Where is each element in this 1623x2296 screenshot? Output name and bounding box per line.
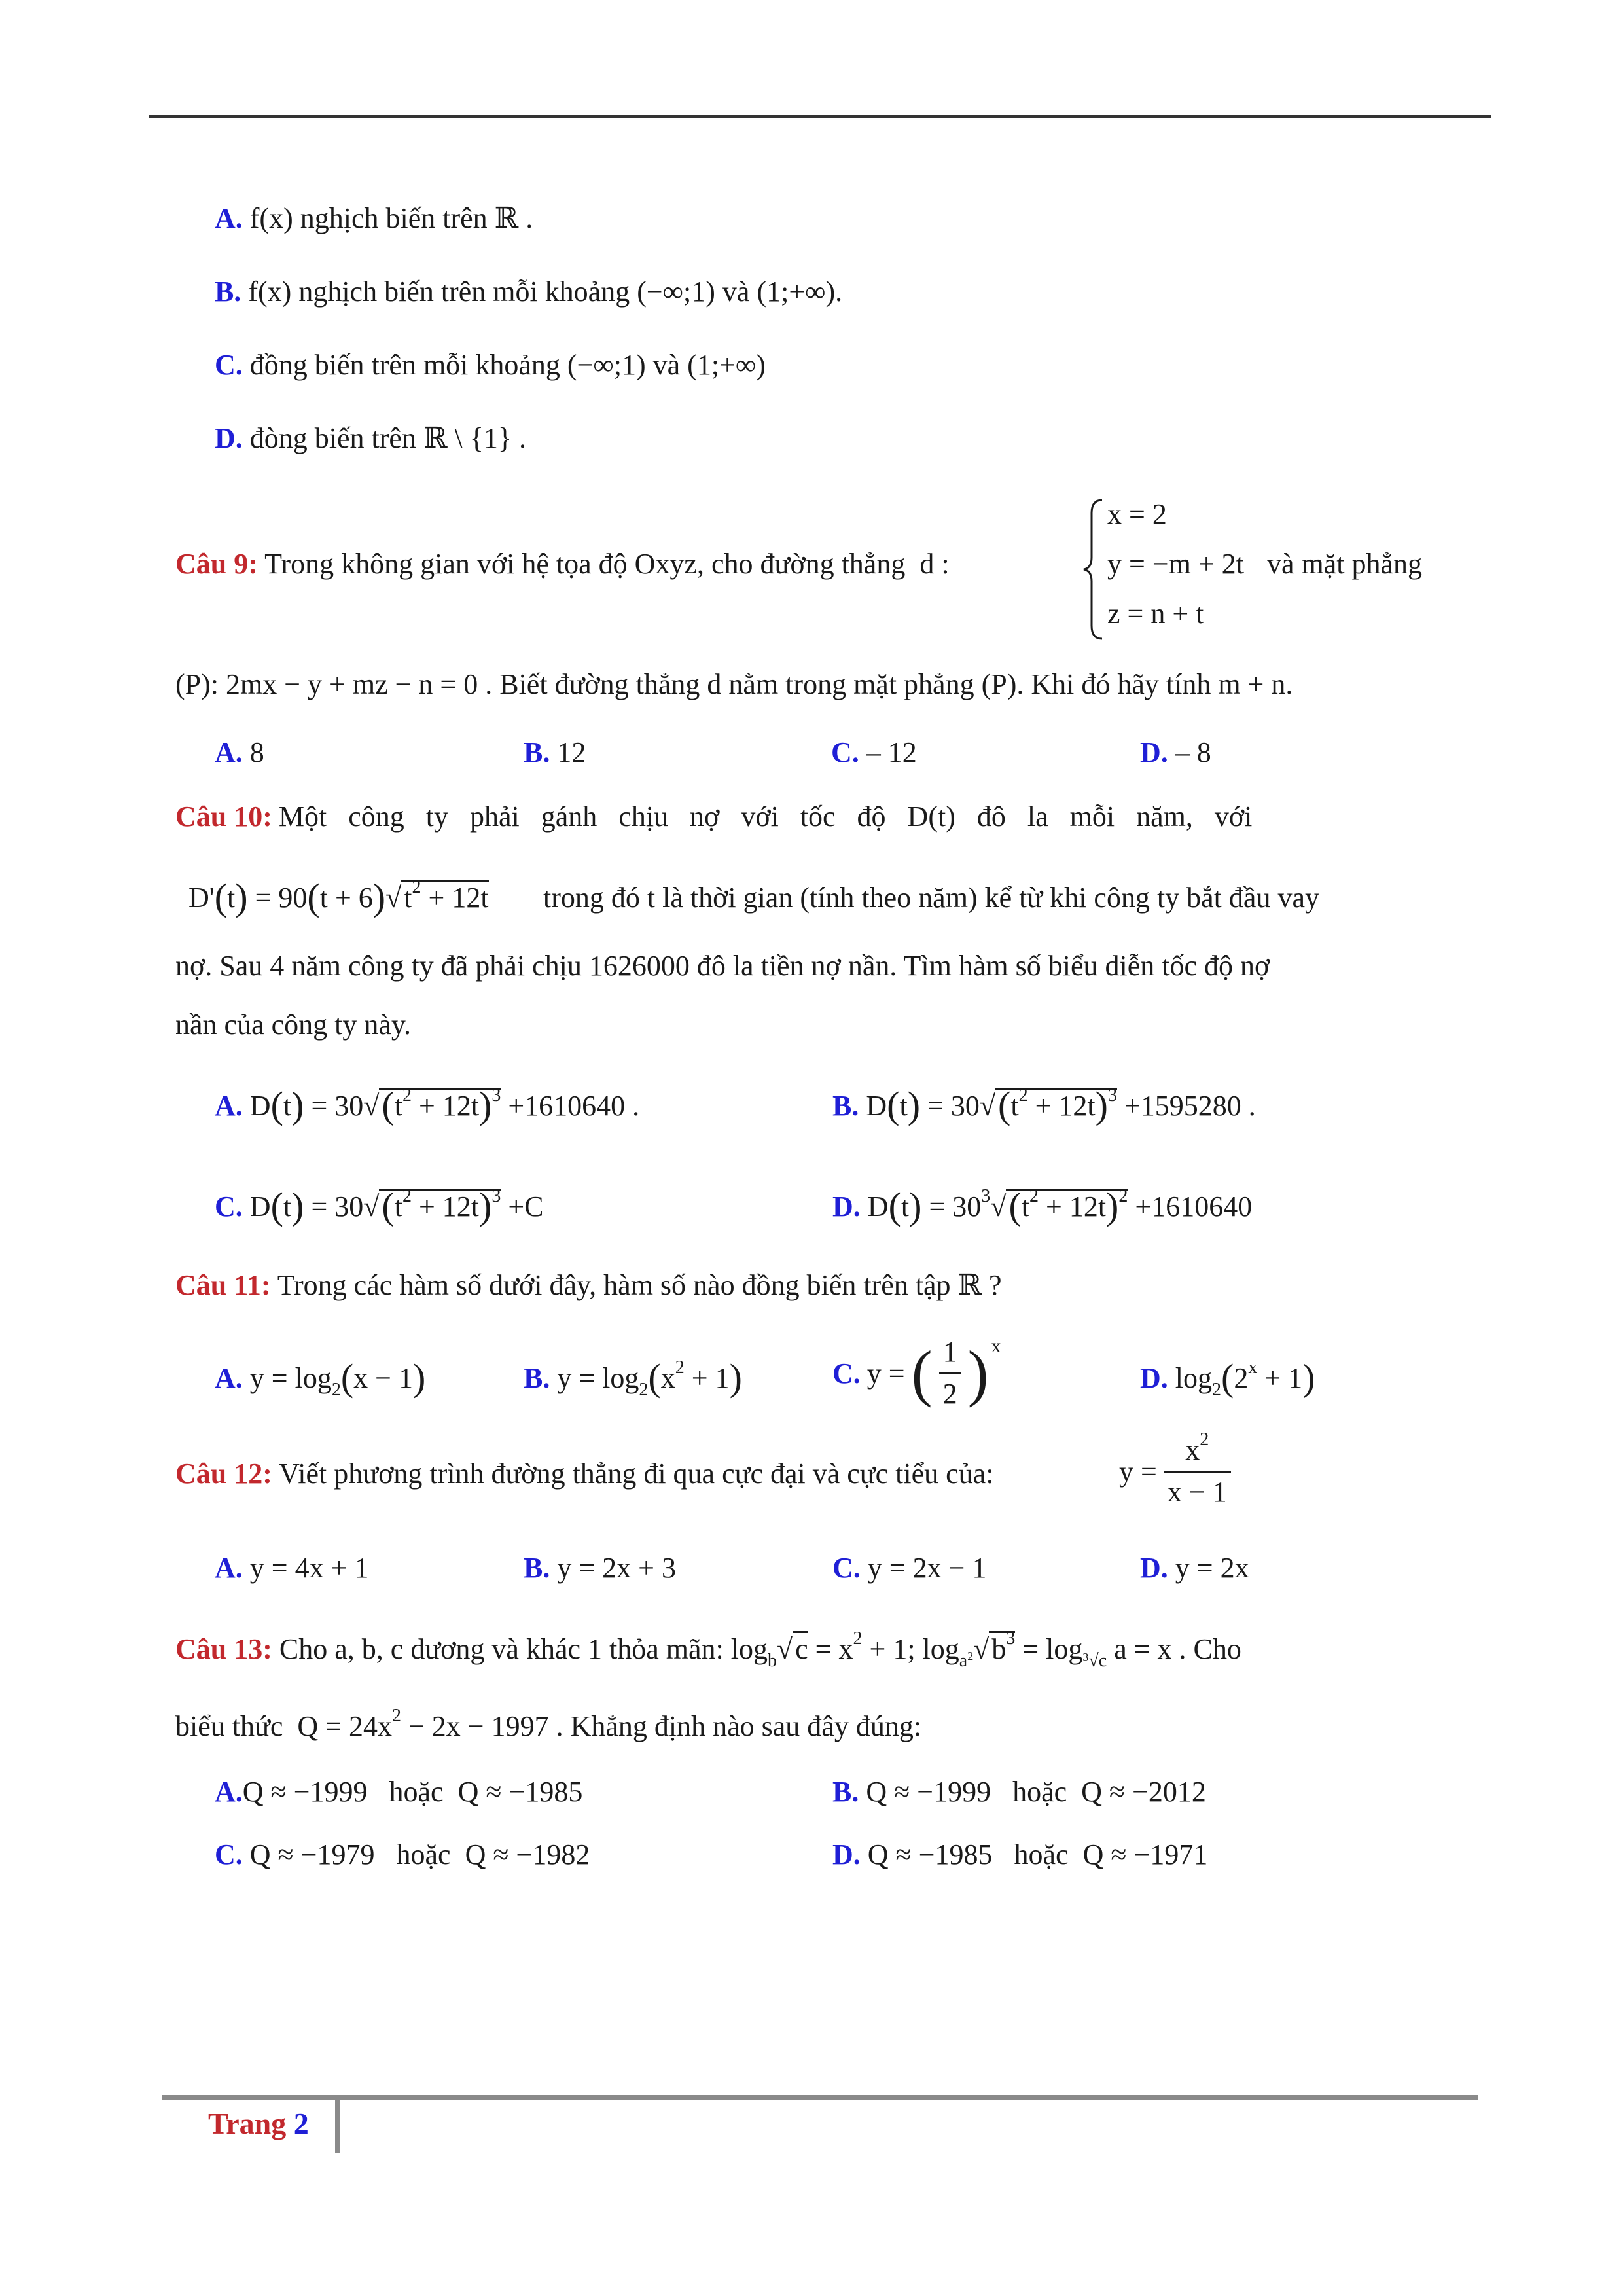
question-label: Câu 9: [175, 548, 258, 580]
page-word: Trang [208, 2107, 287, 2140]
option-text: 8 [249, 736, 264, 768]
option-label: D. [832, 1839, 861, 1871]
fraction-one-half: $\frac{1}{2}$ [939, 1335, 961, 1412]
option-label: A. [215, 1090, 243, 1122]
q9-option-b [524, 736, 586, 769]
option-constant: +1610640 [1135, 1191, 1253, 1223]
q10-stem-line2: trong đó t là thời gian (tính theo năm) kể từ khi công ty bắt đầu vay [543, 882, 1319, 914]
option-text: y = 2x − 1 [867, 1552, 987, 1584]
q13-conditions: $\log_b√c = x^2 + 1$; $\log_{a^2}√b^3 = \log_{^3√c} a = x$ [730, 1628, 1179, 1671]
option-label: A. [215, 736, 243, 768]
q9-option-d [1140, 736, 1211, 769]
q13-expression: $Q = 24x^2 - 2x - 1997$ [290, 1706, 549, 1742]
option-label: B. [524, 736, 550, 768]
q10-stem-line3: nợ. Sau 4 năm công ty đã phải chịu 1626000 đô la tiền nợ nần. Tìm hàm số biểu diễn tốc độ nợ [175, 950, 1270, 982]
q10-option-d: D. $D(t) = 30^3√(t^2 + 12t)^2 +1610640$ [832, 1185, 1253, 1227]
option-label: D. [1140, 736, 1168, 768]
q12-option-a [215, 1551, 368, 1585]
option-constant: +1610640 . [508, 1090, 640, 1122]
q13-stem [175, 1628, 1241, 1671]
question-text: Viết phương trình đường thẳng đi qua cực đại và cực tiểu của: [279, 1458, 994, 1490]
option-label: B. [524, 1362, 550, 1394]
q13-option-c [215, 1838, 590, 1871]
footer-rule [162, 2095, 1478, 2100]
q8-option-c [215, 348, 766, 382]
q10-stem-line4: nần của công ty này. [175, 1009, 412, 1041]
q10-option-c: C. $D(t) = 30√(t^2 + 12t)^3 +C$ [215, 1185, 544, 1227]
option-constant: +C [508, 1191, 544, 1223]
q13-option-b [832, 1775, 1206, 1808]
option-text: – 12 [866, 736, 917, 768]
q13-option-d [832, 1838, 1207, 1871]
question-text: Cho a, b, c dương và khác 1 thỏa mãn: [279, 1633, 724, 1665]
option-text: Q ≈ −1985 hoặc Q ≈ −1971 [867, 1839, 1208, 1871]
q11-option-d: D. $\log_2(2^x + 1)$ [1140, 1356, 1315, 1400]
option-label: D. [832, 1191, 861, 1223]
q9-stem-tail: và mặt phẳng [1267, 548, 1423, 580]
question-text: Trong các hàm số dưới đây, hàm số nào đồng biến trên tập ℝ ? [277, 1269, 1002, 1301]
question-label: Câu 10: [175, 800, 272, 833]
q11-option-a: A. $y = \log_2(x - 1)$ [215, 1356, 426, 1400]
q9-stem-line2: (P): 2mx − y + mz − n = 0 . Biết đường thẳng d nằm trong mặt phẳng (P). Khi đó hãy tính m + n. [175, 668, 1293, 700]
q12-function: y = $\frac{x^2}{x - 1}$ [1119, 1433, 1231, 1510]
option-text: 12 [557, 736, 586, 768]
system-brace [1082, 497, 1106, 641]
option-label: C. [215, 1839, 243, 1871]
option-label: B. [832, 1090, 859, 1122]
q9-option-c [831, 736, 917, 769]
q8-option-d [215, 422, 526, 455]
option-text: y = 2x [1175, 1552, 1249, 1584]
footer-divider [335, 2099, 340, 2153]
question-text: . Khẳng định nào sau đây đúng: [556, 1710, 922, 1742]
question-text: Trong không gian với hệ tọa độ Oxyz, cho đường thẳng [264, 548, 906, 580]
line-d-label: d : [912, 548, 950, 580]
option-label: A. [215, 202, 243, 234]
option-text: f(x) nghịch biến trên mỗi khoảng (−∞;1) và (1;+∞). [248, 276, 843, 308]
question-label: Câu 13: [175, 1633, 272, 1665]
q10-option-b: B. $D(t) = 30√(t^2 + 12t)^3 +1595280$ . [832, 1084, 1256, 1126]
q12-option-d [1140, 1551, 1249, 1585]
system-eq-2: y = −m + 2t [1107, 548, 1244, 580]
option-label: C. [215, 1191, 243, 1223]
option-label: D. [1140, 1362, 1168, 1394]
option-constant: +1595280 . [1124, 1090, 1256, 1122]
q12-option-b [524, 1551, 676, 1585]
q8-option-b [215, 275, 842, 308]
option-label: B. [524, 1552, 550, 1584]
question-label: Câu 12: [175, 1458, 272, 1490]
option-label: D. [1140, 1552, 1168, 1584]
option-text: y = 4x + 1 [249, 1552, 369, 1584]
fraction-function: $\frac{x^2}{x - 1}$ [1164, 1433, 1231, 1510]
question-text: Một công ty phải gánh chịu nợ với tốc độ D(t) đô la mỗi năm, với [278, 800, 1253, 833]
q8-option-a [215, 202, 533, 235]
page-number [208, 2106, 309, 2141]
system-eq-3: z = n + t [1107, 598, 1204, 630]
option-label: D. [215, 422, 243, 454]
q12-option-c [832, 1551, 986, 1585]
q11-stem [175, 1268, 1002, 1302]
q13-stem-tail: . Cho [1179, 1633, 1241, 1665]
option-label: A. [215, 1362, 243, 1394]
q10-stem [175, 800, 1458, 833]
option-text: – 8 [1175, 736, 1211, 768]
question-text: biểu thức [175, 1710, 283, 1742]
option-text: đồng biến trên mỗi khoảng (−∞;1) và (1;+∞) [249, 349, 766, 381]
option-label: B. [832, 1776, 859, 1808]
q12-stem [175, 1457, 993, 1490]
option-label: C. [831, 736, 859, 768]
option-label: B. [215, 276, 241, 308]
system-eq-1: x = 2 [1107, 498, 1167, 530]
option-text: y = 2x + 3 [557, 1552, 676, 1584]
option-text: đòng biến trên ℝ \ {1} . [249, 422, 526, 454]
q13-option-a [215, 1775, 582, 1808]
option-label: A. [215, 1776, 243, 1808]
q11-option-b: B. $y = \log_2(x^2 + 1)$ [524, 1356, 742, 1400]
q11-option-c: C. y = ( $\frac{1}{2}$ ) x [832, 1335, 1001, 1412]
option-label: C. [215, 349, 243, 381]
option-text: f(x) nghịch biến trên ℝ . [249, 202, 533, 234]
option-text: Q ≈ −1979 hoặc Q ≈ −1982 [249, 1839, 590, 1871]
question-label: Câu 11: [175, 1269, 271, 1301]
q9-option-a [215, 736, 264, 769]
q13-stem-line2 [175, 1706, 922, 1743]
header-rule [149, 115, 1491, 118]
option-label: C. [832, 1357, 861, 1390]
page-digit: 2 [293, 2107, 309, 2140]
q9-stem [175, 547, 950, 581]
q10-option-a: A. $D(t) = 30√(t^2 + 12t)^3 +1610640$ . [215, 1084, 640, 1126]
option-text: Q ≈ −1999 hoặc Q ≈ −1985 [242, 1776, 583, 1808]
option-label: C. [832, 1552, 861, 1584]
option-text: Q ≈ −1999 hoặc Q ≈ −2012 [866, 1776, 1206, 1808]
option-label: A. [215, 1552, 243, 1584]
q10-derivative-formula: $D'(t) = 90(t + 6)√t^2 + 12t$ [188, 876, 489, 918]
